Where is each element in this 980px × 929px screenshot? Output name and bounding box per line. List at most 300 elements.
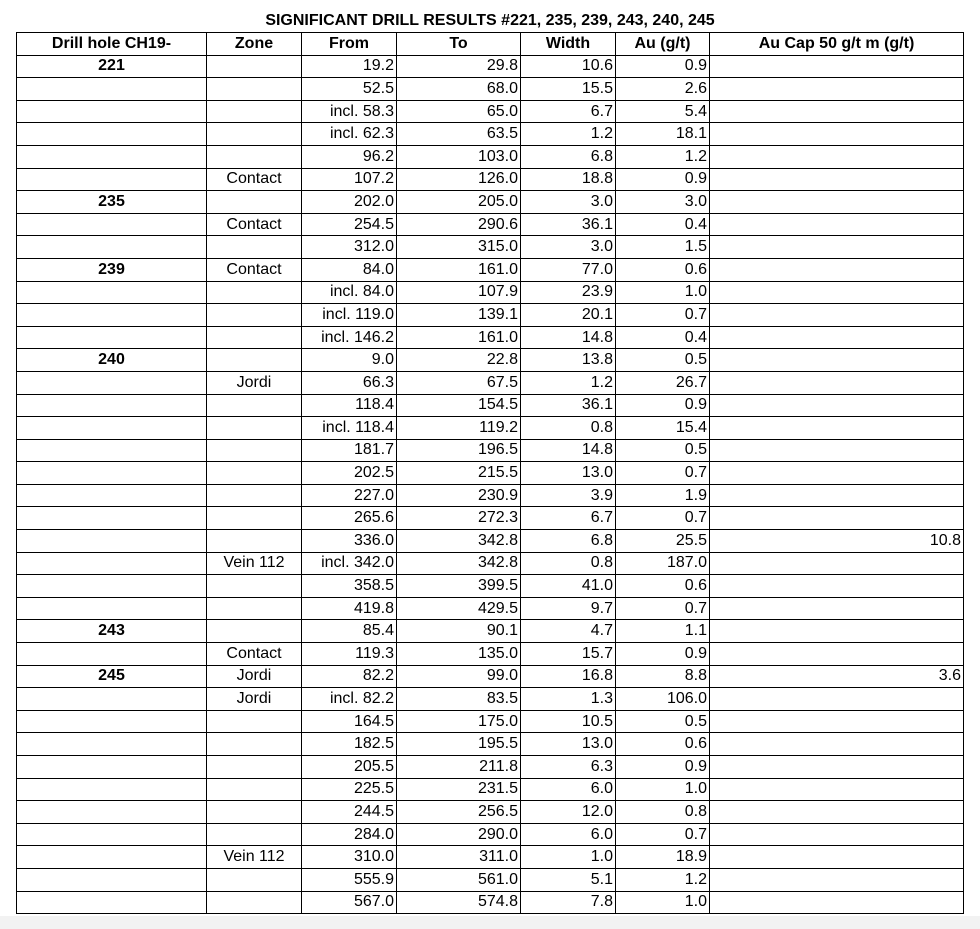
cell-au: 0.9 — [616, 55, 710, 78]
cell-to: 315.0 — [397, 236, 521, 259]
cell-zone — [207, 891, 302, 914]
cell-au: 1.1 — [616, 620, 710, 643]
cell-drill-hole — [17, 552, 207, 575]
cell-to: 205.0 — [397, 191, 521, 214]
cell-width: 6.8 — [521, 145, 616, 168]
cell-au-cap — [710, 100, 964, 123]
cell-drill-hole — [17, 417, 207, 440]
cell-drill-hole: 245 — [17, 665, 207, 688]
cell-zone — [207, 801, 302, 824]
cell-drill-hole — [17, 823, 207, 846]
cell-drill-hole: 243 — [17, 620, 207, 643]
cell-au-cap — [710, 417, 964, 440]
cell-au: 0.9 — [616, 756, 710, 779]
cell-au: 1.5 — [616, 236, 710, 259]
cell-to: 67.5 — [397, 371, 521, 394]
cell-au: 1.0 — [616, 281, 710, 304]
table-row — [17, 756, 964, 779]
cell-au-cap — [710, 394, 964, 417]
table-row — [17, 439, 964, 462]
table-row — [17, 778, 964, 801]
cell-au-cap — [710, 891, 964, 914]
cell-from: incl. 146.2 — [302, 326, 397, 349]
cell-width: 14.8 — [521, 326, 616, 349]
header-from: From — [302, 33, 397, 56]
cell-au-cap — [710, 733, 964, 756]
cell-drill-hole — [17, 891, 207, 914]
cell-drill-hole — [17, 236, 207, 259]
table-row — [17, 236, 964, 259]
cell-to: 22.8 — [397, 349, 521, 372]
table-row — [17, 688, 964, 711]
cell-to: 107.9 — [397, 281, 521, 304]
cell-drill-hole — [17, 710, 207, 733]
cell-from: incl. 62.3 — [302, 123, 397, 146]
cell-zone: Vein 112 — [207, 846, 302, 869]
cell-width: 36.1 — [521, 394, 616, 417]
cell-zone: Jordi — [207, 371, 302, 394]
cell-au: 0.4 — [616, 213, 710, 236]
table-title: SIGNIFICANT DRILL RESULTS #221, 235, 239, 243, 240, 245 — [265, 12, 715, 29]
cell-from: 567.0 — [302, 891, 397, 914]
cell-zone — [207, 823, 302, 846]
table-row — [17, 733, 964, 756]
cell-zone — [207, 123, 302, 146]
cell-from: 254.5 — [302, 213, 397, 236]
cell-drill-hole — [17, 575, 207, 598]
cell-from: 9.0 — [302, 349, 397, 372]
cell-au: 1.9 — [616, 484, 710, 507]
header-to: To — [397, 33, 521, 56]
table-row — [17, 846, 964, 869]
table-row — [17, 168, 964, 191]
cell-to: 175.0 — [397, 710, 521, 733]
cell-to: 68.0 — [397, 78, 521, 101]
cell-width: 10.6 — [521, 55, 616, 78]
cell-from: 202.5 — [302, 462, 397, 485]
cell-to: 161.0 — [397, 258, 521, 281]
cell-from: 202.0 — [302, 191, 397, 214]
cell-zone — [207, 100, 302, 123]
cell-drill-hole — [17, 123, 207, 146]
table-row — [17, 349, 964, 372]
cell-to: 65.0 — [397, 100, 521, 123]
cell-au: 8.8 — [616, 665, 710, 688]
header-zone: Zone — [207, 33, 302, 56]
cell-to: 135.0 — [397, 643, 521, 666]
cell-width: 9.7 — [521, 597, 616, 620]
cell-au-cap — [710, 78, 964, 101]
cell-au-cap — [710, 756, 964, 779]
table-row — [17, 891, 964, 914]
cell-au: 2.6 — [616, 78, 710, 101]
table-row — [17, 213, 964, 236]
table-row — [17, 191, 964, 214]
cell-zone — [207, 462, 302, 485]
cell-au-cap — [710, 213, 964, 236]
cell-from: incl. 119.0 — [302, 304, 397, 327]
cell-au: 18.1 — [616, 123, 710, 146]
cell-zone — [207, 530, 302, 553]
cell-zone: Contact — [207, 168, 302, 191]
cell-au: 0.7 — [616, 823, 710, 846]
cell-from: 358.5 — [302, 575, 397, 598]
cell-au: 0.9 — [616, 394, 710, 417]
table-row — [17, 258, 964, 281]
cell-width: 1.3 — [521, 688, 616, 711]
table-row — [17, 665, 964, 688]
cell-zone: Vein 112 — [207, 552, 302, 575]
cell-from: 118.4 — [302, 394, 397, 417]
cell-zone — [207, 281, 302, 304]
cell-au: 1.2 — [616, 145, 710, 168]
cell-from: 19.2 — [302, 55, 397, 78]
cell-drill-hole — [17, 643, 207, 666]
cell-au-cap — [710, 688, 964, 711]
cell-from: incl. 58.3 — [302, 100, 397, 123]
cell-width: 41.0 — [521, 575, 616, 598]
cell-width: 20.1 — [521, 304, 616, 327]
cell-zone: Jordi — [207, 665, 302, 688]
cell-au-cap — [710, 484, 964, 507]
cell-width: 6.8 — [521, 530, 616, 553]
table-header — [17, 33, 964, 56]
cell-width: 12.0 — [521, 801, 616, 824]
cell-au-cap — [710, 643, 964, 666]
drill-results-table — [16, 32, 964, 914]
cell-width: 16.8 — [521, 665, 616, 688]
cell-width: 6.3 — [521, 756, 616, 779]
cell-width: 1.2 — [521, 123, 616, 146]
cell-to: 429.5 — [397, 597, 521, 620]
table-row — [17, 326, 964, 349]
cell-drill-hole: 239 — [17, 258, 207, 281]
cell-zone — [207, 78, 302, 101]
table-row — [17, 462, 964, 485]
cell-zone — [207, 778, 302, 801]
cell-drill-hole — [17, 801, 207, 824]
cell-drill-hole — [17, 78, 207, 101]
cell-zone — [207, 417, 302, 440]
cell-zone — [207, 484, 302, 507]
cell-drill-hole — [17, 371, 207, 394]
cell-drill-hole — [17, 530, 207, 553]
cell-from: incl. 84.0 — [302, 281, 397, 304]
cell-zone — [207, 326, 302, 349]
cell-au-cap — [710, 191, 964, 214]
cell-from: 205.5 — [302, 756, 397, 779]
header-au-cap: Au Cap 50 g/t m (g/t) — [710, 33, 964, 56]
cell-au-cap — [710, 439, 964, 462]
cell-drill-hole — [17, 168, 207, 191]
cell-width: 14.8 — [521, 439, 616, 462]
cell-zone — [207, 191, 302, 214]
cell-drill-hole: 235 — [17, 191, 207, 214]
table-row — [17, 371, 964, 394]
cell-au: 0.9 — [616, 643, 710, 666]
cell-au: 18.9 — [616, 846, 710, 869]
cell-to: 63.5 — [397, 123, 521, 146]
cell-au-cap — [710, 168, 964, 191]
cell-from: 107.2 — [302, 168, 397, 191]
table-row — [17, 575, 964, 598]
cell-from: 419.8 — [302, 597, 397, 620]
cell-drill-hole — [17, 778, 207, 801]
cell-from: 82.2 — [302, 665, 397, 688]
cell-zone — [207, 349, 302, 372]
cell-drill-hole — [17, 281, 207, 304]
cell-au-cap — [710, 575, 964, 598]
cell-drill-hole — [17, 846, 207, 869]
cell-au: 0.7 — [616, 462, 710, 485]
cell-au: 0.6 — [616, 733, 710, 756]
cell-au-cap — [710, 801, 964, 824]
cell-width: 13.0 — [521, 462, 616, 485]
cell-au-cap — [710, 145, 964, 168]
cell-width: 0.8 — [521, 552, 616, 575]
cell-width: 15.5 — [521, 78, 616, 101]
cell-from: 164.5 — [302, 710, 397, 733]
cell-au-cap — [710, 258, 964, 281]
cell-to: 211.8 — [397, 756, 521, 779]
cell-width: 1.2 — [521, 371, 616, 394]
cell-au-cap — [710, 597, 964, 620]
cell-to: 256.5 — [397, 801, 521, 824]
cell-width: 18.8 — [521, 168, 616, 191]
cell-zone: Jordi — [207, 688, 302, 711]
cell-au: 3.0 — [616, 191, 710, 214]
cell-to: 139.1 — [397, 304, 521, 327]
cell-drill-hole: 221 — [17, 55, 207, 78]
cell-to: 342.8 — [397, 530, 521, 553]
cell-to: 103.0 — [397, 145, 521, 168]
cell-au: 25.5 — [616, 530, 710, 553]
cell-au: 187.0 — [616, 552, 710, 575]
table-row — [17, 597, 964, 620]
cell-to: 29.8 — [397, 55, 521, 78]
cell-to: 195.5 — [397, 733, 521, 756]
cell-drill-hole — [17, 326, 207, 349]
cell-from: 310.0 — [302, 846, 397, 869]
cell-from: 181.7 — [302, 439, 397, 462]
cell-au-cap: 3.6 — [710, 665, 964, 688]
cell-drill-hole — [17, 462, 207, 485]
cell-from: 85.4 — [302, 620, 397, 643]
cell-to: 342.8 — [397, 552, 521, 575]
cell-au-cap — [710, 868, 964, 891]
cell-au: 1.0 — [616, 778, 710, 801]
table-row — [17, 823, 964, 846]
cell-drill-hole — [17, 733, 207, 756]
cell-width: 3.9 — [521, 484, 616, 507]
cell-zone — [207, 575, 302, 598]
cell-au-cap — [710, 281, 964, 304]
cell-zone — [207, 507, 302, 530]
table-row — [17, 484, 964, 507]
cell-from: 227.0 — [302, 484, 397, 507]
table-row — [17, 643, 964, 666]
cell-au-cap: 10.8 — [710, 530, 964, 553]
cell-width: 4.7 — [521, 620, 616, 643]
cell-au: 1.0 — [616, 891, 710, 914]
table-row — [17, 100, 964, 123]
cell-au-cap — [710, 778, 964, 801]
cell-au-cap — [710, 55, 964, 78]
cell-to: 126.0 — [397, 168, 521, 191]
cell-drill-hole — [17, 439, 207, 462]
cell-au-cap — [710, 620, 964, 643]
cell-drill-hole — [17, 100, 207, 123]
cell-from: 284.0 — [302, 823, 397, 846]
header-au: Au (g/t) — [616, 33, 710, 56]
cell-width: 6.7 — [521, 507, 616, 530]
cell-to: 399.5 — [397, 575, 521, 598]
cell-zone: Contact — [207, 258, 302, 281]
cell-to: 154.5 — [397, 394, 521, 417]
table-row — [17, 145, 964, 168]
cell-zone — [207, 439, 302, 462]
cell-zone — [207, 394, 302, 417]
cell-width: 3.0 — [521, 191, 616, 214]
cell-zone — [207, 597, 302, 620]
cell-from: 84.0 — [302, 258, 397, 281]
cell-to: 574.8 — [397, 891, 521, 914]
cell-width: 5.1 — [521, 868, 616, 891]
cell-au: 0.7 — [616, 597, 710, 620]
cell-to: 215.5 — [397, 462, 521, 485]
cell-au-cap — [710, 710, 964, 733]
cell-from: 52.5 — [302, 78, 397, 101]
cell-to: 561.0 — [397, 868, 521, 891]
cell-drill-hole — [17, 484, 207, 507]
cell-from: incl. 82.2 — [302, 688, 397, 711]
cell-width: 77.0 — [521, 258, 616, 281]
cell-from: 336.0 — [302, 530, 397, 553]
cell-from: 66.3 — [302, 371, 397, 394]
cell-from: 225.5 — [302, 778, 397, 801]
cell-drill-hole — [17, 688, 207, 711]
page-bottom-strip — [0, 916, 980, 929]
table-row — [17, 801, 964, 824]
cell-width: 6.7 — [521, 100, 616, 123]
cell-au: 26.7 — [616, 371, 710, 394]
cell-to: 99.0 — [397, 665, 521, 688]
cell-drill-hole — [17, 304, 207, 327]
table-row — [17, 281, 964, 304]
cell-to: 119.2 — [397, 417, 521, 440]
table-row — [17, 552, 964, 575]
cell-width: 36.1 — [521, 213, 616, 236]
cell-zone — [207, 733, 302, 756]
cell-au-cap — [710, 507, 964, 530]
cell-au-cap — [710, 236, 964, 259]
table-body — [17, 55, 964, 914]
cell-au: 0.7 — [616, 304, 710, 327]
cell-from: 555.9 — [302, 868, 397, 891]
table-row — [17, 868, 964, 891]
cell-zone — [207, 236, 302, 259]
cell-au: 0.8 — [616, 801, 710, 824]
cell-au-cap — [710, 846, 964, 869]
cell-au: 0.4 — [616, 326, 710, 349]
cell-au-cap — [710, 823, 964, 846]
cell-width: 0.8 — [521, 417, 616, 440]
cell-au: 1.2 — [616, 868, 710, 891]
table-row — [17, 417, 964, 440]
header-row — [17, 33, 964, 56]
cell-to: 90.1 — [397, 620, 521, 643]
cell-au-cap — [710, 462, 964, 485]
cell-width: 13.0 — [521, 733, 616, 756]
cell-to: 231.5 — [397, 778, 521, 801]
cell-width: 10.5 — [521, 710, 616, 733]
cell-drill-hole — [17, 213, 207, 236]
cell-to: 290.0 — [397, 823, 521, 846]
table-row — [17, 55, 964, 78]
cell-au-cap — [710, 123, 964, 146]
cell-drill-hole — [17, 507, 207, 530]
cell-to: 311.0 — [397, 846, 521, 869]
cell-width: 3.0 — [521, 236, 616, 259]
cell-to: 290.6 — [397, 213, 521, 236]
cell-width: 6.0 — [521, 823, 616, 846]
cell-width: 1.0 — [521, 846, 616, 869]
cell-from: 265.6 — [302, 507, 397, 530]
cell-au-cap — [710, 371, 964, 394]
cell-drill-hole: 240 — [17, 349, 207, 372]
cell-from: 119.3 — [302, 643, 397, 666]
cell-zone — [207, 620, 302, 643]
cell-from: incl. 342.0 — [302, 552, 397, 575]
table-row — [17, 123, 964, 146]
table-row — [17, 507, 964, 530]
cell-width: 23.9 — [521, 281, 616, 304]
cell-zone: Contact — [207, 213, 302, 236]
table-row — [17, 710, 964, 733]
header-drill-hole: Drill hole CH19- — [17, 33, 207, 56]
table-row — [17, 530, 964, 553]
cell-zone — [207, 55, 302, 78]
cell-au: 0.6 — [616, 258, 710, 281]
cell-drill-hole — [17, 394, 207, 417]
cell-width: 15.7 — [521, 643, 616, 666]
cell-width: 7.8 — [521, 891, 616, 914]
table-row — [17, 78, 964, 101]
cell-zone — [207, 756, 302, 779]
cell-au-cap — [710, 349, 964, 372]
cell-zone — [207, 304, 302, 327]
cell-to: 161.0 — [397, 326, 521, 349]
cell-au: 0.7 — [616, 507, 710, 530]
cell-to: 272.3 — [397, 507, 521, 530]
cell-drill-hole — [17, 868, 207, 891]
table-row — [17, 394, 964, 417]
table-row — [17, 304, 964, 327]
cell-au: 5.4 — [616, 100, 710, 123]
cell-au-cap — [710, 326, 964, 349]
cell-to: 196.5 — [397, 439, 521, 462]
cell-width: 13.8 — [521, 349, 616, 372]
cell-from: 182.5 — [302, 733, 397, 756]
cell-drill-hole — [17, 597, 207, 620]
header-width: Width — [521, 33, 616, 56]
cell-from: 96.2 — [302, 145, 397, 168]
cell-au: 0.5 — [616, 710, 710, 733]
cell-au: 0.6 — [616, 575, 710, 598]
cell-zone: Contact — [207, 643, 302, 666]
cell-drill-hole — [17, 756, 207, 779]
table-row — [17, 620, 964, 643]
